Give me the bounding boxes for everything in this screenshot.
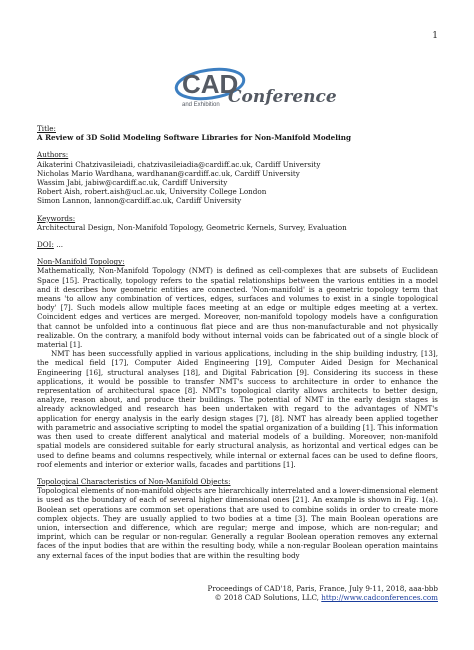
paragraph: Mathematically, Non-Manifold Topology (NMT) is defined as cell-complexes that are subsets of Euclidean Space [15]. Practically, topology refers to the spatial relationships between the various entities in a model and it describes how geometric entities are connected. 'Non-manifold' is a geometric topology term that means 'to allow any combination of vertices, edges, surfaces and volumes to exist in a single topological body' [7]. Such models allow multiple faces meeting at an edge or multiple edges meeting at a vertex. Coincident edges and vertices are merged. Moreover, non-manifold topology models have a configuration that cannot be unfolded into a continuous flat piece and are thus non-manufacturable and not physically realizable. On the contrary, a manifold body without internal voids can be fabricated out of a single block of material [1].	[37, 266, 438, 350]
copyright-text: © 2018 CAD Solutions, LLC,	[214, 593, 319, 603]
section-heading-non-manifold-topology: Non-Manifold Topology:	[37, 257, 125, 267]
doi-label: DOI:	[37, 240, 54, 250]
keywords-label: Keywords:	[37, 213, 76, 223]
page-number: 1	[432, 31, 438, 41]
author-line: Aikaterini Chatzivasileiadi, chatzivasileiadia@cardiff.ac.uk, Cardiff University	[37, 159, 321, 169]
author-line: Wassim Jabi, jabiw@cardiff.ac.uk, Cardiff University	[37, 178, 228, 188]
doi-line	[37, 240, 438, 249]
proceedings-line: Proceedings of CAD'18, Paris, France, July 9-11, 2018, aaa-bbb	[207, 584, 438, 593]
paragraph: NMT has been successfully applied in various applications, including in the ship building industry, [13], the medical field [17], Computer Aided Engineering [19], Computer Aided Design for Mechanical Engineering [16], structural analyses [18], and Digital Fabrication [9]. Considering its success in these applications, it would be possible to transfer NMT's success to architecture in order to enhance the representation of architectural space [8]. NMT's topological clarity allows architects to better design, analyze, reason about, and produce their buildings. The potential of NMT in the early design stages is already acknowledged and research has been undertaken with regard to the advantages of NMT's application for energy analysis in the early design stages [7], [8]. NMT has already been applied together with parametric and associative scripting to model the spatial organization of a building [1]. This information was then used to create different analytical and material models of a building. Moreover, non-manifold spatial models are considered suitable for early structural analysis, as horizontal and vertical edges can be used to define beams and columns respectively, while internal or external faces can be used to define floors, roof elements and interior or exterior walls, facades and partitions [1].	[37, 349, 438, 469]
title-label: Title:	[37, 124, 56, 133]
doi-value: ...	[53, 240, 64, 250]
authors-label: Authors:	[37, 150, 69, 160]
page-footer	[208, 584, 438, 602]
section-heading-topological-characteristics: Topological Characteristics of Non-Manifold Objects:	[37, 476, 231, 486]
author-line: Simon Lannon, lannon@cardiff.ac.uk, Cardiff University	[37, 196, 242, 206]
copyright-line	[208, 593, 438, 602]
keywords-text: Architectural Design, Non-Manifold Topology, Geometric Kernels, Survey, Evaluation	[37, 222, 347, 232]
svg-text:and Exhibition: and Exhibition	[182, 102, 220, 108]
paper-body	[37, 124, 438, 560]
svg-text:CAD: CAD	[182, 69, 239, 99]
author-line: Robert Aish, robert.aish@ucl.ac.uk, University College London	[37, 187, 267, 197]
svg-text:Conference: Conference	[228, 87, 337, 107]
paper-title: A Review of 3D Solid Modeling Software Libraries for Non-Manifold Modeling	[37, 133, 351, 143]
author-list	[37, 160, 438, 206]
cad-conference-logo	[170, 62, 337, 114]
author-line: Nicholas Mario Wardhana, wardhanan@cardiff.ac.uk, Cardiff University	[37, 168, 300, 178]
conference-link[interactable]: http://www.cadconferences.com	[321, 593, 438, 603]
paragraph: Topological elements of non-manifold objects are hierarchically interrelated and a lower-dimensional element is used as the boundary of each of several higher dimensional ones [21]. An example is shown in Fig. 1(a). Boolean set operations are common set operations that are used to combine solids in order to create more complex objects. They are usually applied to two bodies at a time [3]. The main Boolean operations are union, intersection and difference, which are regular; merge and impose, which are non-regular; and imprint, which can be regular or non-regular. Generally a regular Boolean operation removes any external faces of the input bodies that are within the resulting body, while a non-regular Boolean operation maintains any external faces of the input bodies that are within the resulting body	[37, 486, 438, 560]
